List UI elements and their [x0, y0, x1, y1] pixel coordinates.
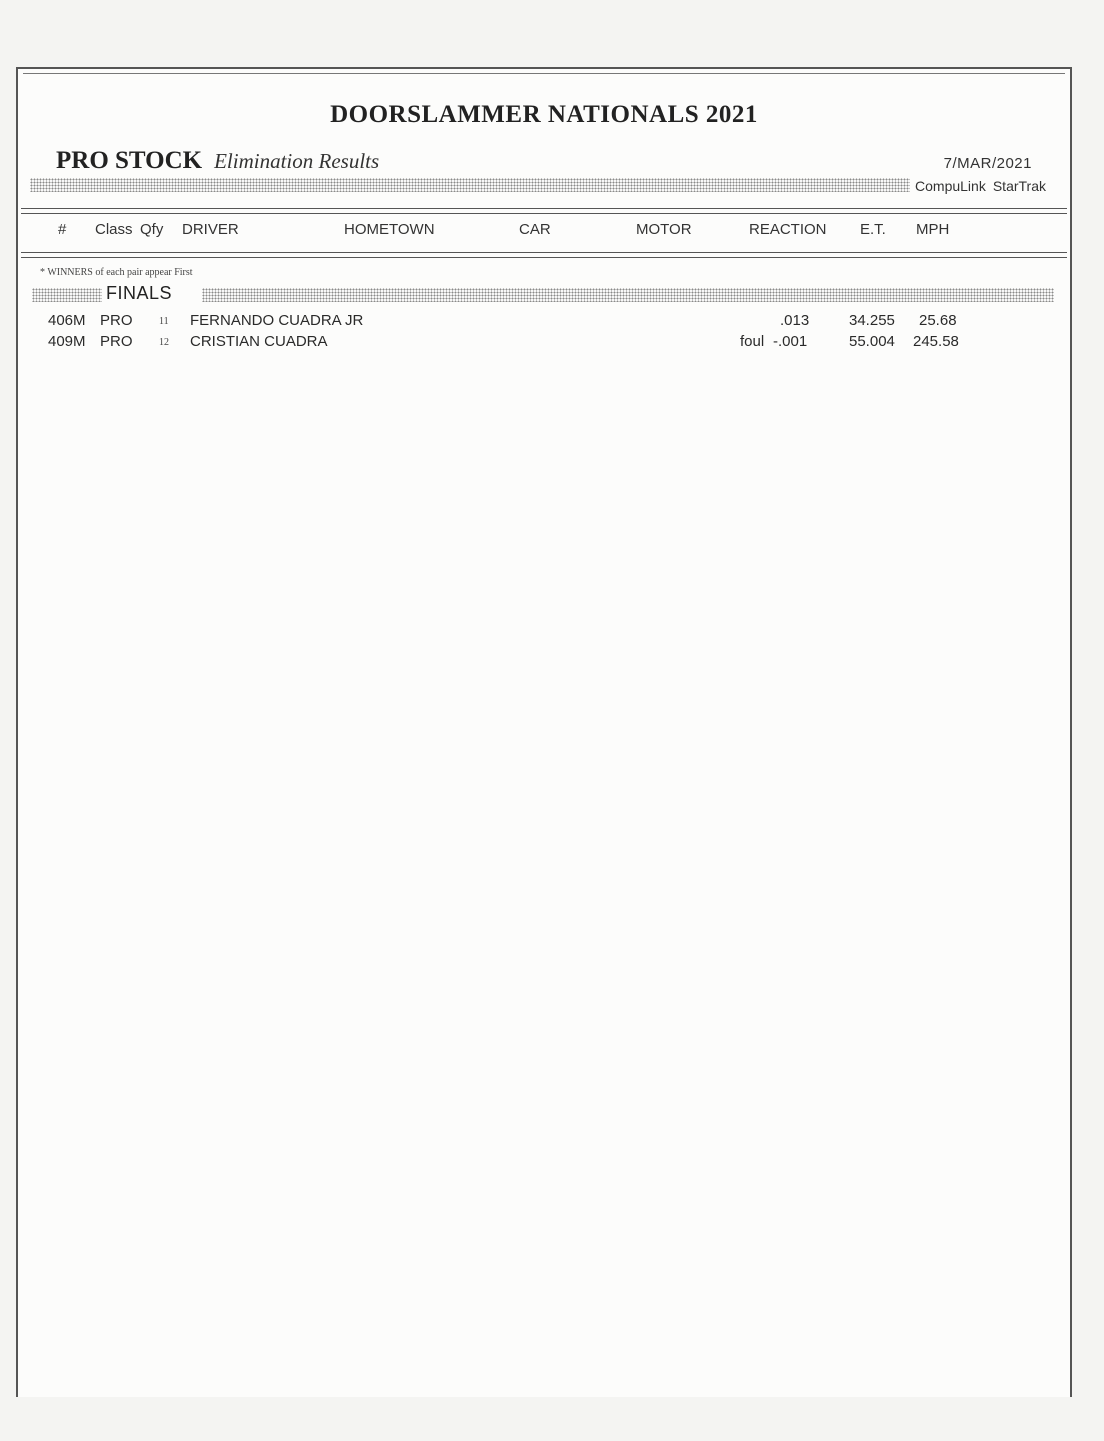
software-secondary: StarTrak	[992, 178, 1046, 194]
result-type: Elimination Results	[214, 149, 380, 173]
class-name: PRO STOCK	[56, 147, 203, 174]
section-dot-band-left	[32, 288, 102, 302]
header-rule-top	[21, 208, 1067, 214]
event-title: DOORSLAMMER NATIONALS 2021	[330, 101, 758, 128]
top-border-line	[23, 73, 1065, 74]
section-title-finals: FINALS	[106, 283, 173, 303]
column-header-number: #	[58, 221, 67, 238]
event-date: 7/MAR/2021	[943, 155, 1032, 172]
car-number: 409M	[48, 333, 86, 350]
results-sheet	[16, 67, 1072, 1397]
section-dot-band-right	[202, 288, 1054, 302]
column-header-car: CAR	[519, 221, 551, 238]
software-credit	[915, 178, 1046, 194]
header-rule-bottom	[21, 252, 1067, 258]
column-header-reaction: REACTION	[749, 221, 827, 238]
elapsed-time: 34.255	[849, 312, 895, 329]
driver-name: CRISTIAN CUADRA	[190, 333, 328, 350]
reaction-time: -.001	[773, 333, 808, 350]
column-header-class: Class	[95, 221, 133, 238]
driver-name: FERNANDO CUADRA JR	[190, 312, 364, 329]
column-header-mph: MPH	[916, 221, 950, 238]
winners-note: * WINNERS of each pair appear First	[40, 267, 193, 278]
column-header-qfy: Qfy	[140, 221, 164, 238]
qualifying-position: 12	[159, 337, 169, 348]
reaction-flag: foul	[740, 333, 765, 350]
results-subtitle	[56, 147, 379, 175]
qualifying-position: 11	[159, 316, 169, 327]
software-primary: CompuLink	[915, 178, 986, 194]
column-header-driver: DRIVER	[182, 221, 239, 238]
car-class: PRO	[100, 312, 133, 329]
header-dot-band	[30, 178, 910, 192]
speed-mph: 245.58	[913, 333, 959, 350]
column-header-et: E.T.	[860, 221, 886, 238]
column-header-hometown: HOMETOWN	[344, 221, 435, 238]
speed-mph: 25.68	[919, 312, 957, 329]
car-class: PRO	[100, 333, 133, 350]
car-number: 406M	[48, 312, 86, 329]
reaction-time: .013	[780, 312, 810, 329]
column-header-motor: MOTOR	[636, 221, 692, 238]
elapsed-time: 55.004	[849, 333, 895, 350]
